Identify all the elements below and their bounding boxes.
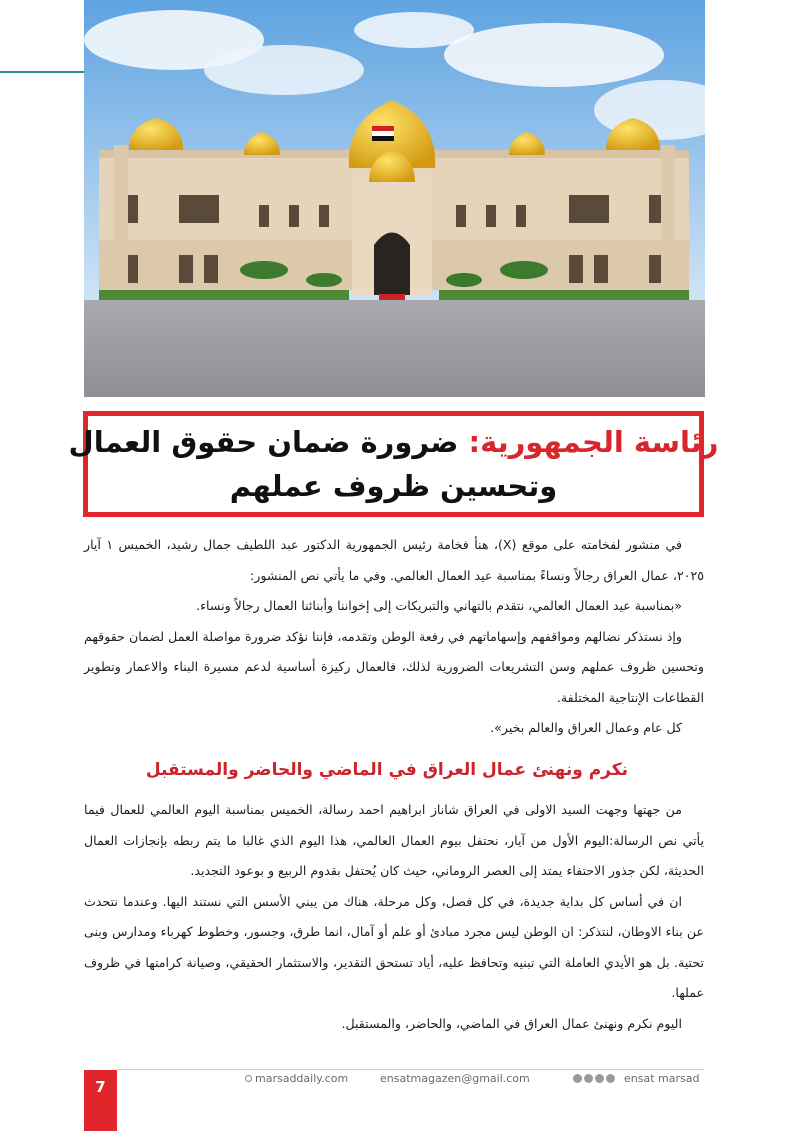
- footer-brand: ensat marsad: [624, 1072, 700, 1085]
- palace-photo: [84, 0, 705, 397]
- footer-rule: [117, 1069, 704, 1070]
- headline-line-1: [69, 420, 719, 464]
- globe-icon: [245, 1075, 252, 1082]
- page-number: 7: [95, 1078, 106, 1096]
- social-icons: [573, 1074, 615, 1083]
- article-paragraph-3: وإذ نستذكر نضالهم ومواقفهم وإسهاماتهم في رفعة الوطن وتقدمه، فإننا نؤكد ضرورة مواصلة العمل لضمان حقوقهم وتحسين ظروف عملهم وسن التشريعات الضرورية لذلك، فالعمال ركيزة أساسية لدعم مسيرة البناء والاعمار وتطوير القطاعات الإنتاجية المختلفة.: [84, 628, 704, 705]
- article-section-1: [84, 530, 704, 744]
- facebook-icon[interactable]: [573, 1074, 582, 1083]
- article-paragraph-6: ان في أساس كل بداية جديدة، في كل فصل، وكل مرحلة، هناك من يبني الأسس التي نستند اليها. وعندما نتحدث عن بناء الاوطان، لنتذكر: ان الوطن ليس مجرد مبادئ أو علم أو آمال، انما طرق، وجسور، وخطوط كهرباء ومدارس وبنى تحتية. بل هو الأيدي العاملة التي تبنيه وتحافظ عليه، أياد تستحق التقدير، والاستثمار الحقيقي، وصيانة كرامتها في ظروف عملها.: [84, 893, 704, 1000]
- youtube-icon[interactable]: [606, 1074, 615, 1083]
- headline-line-1-text: ضرورة ضمان حقوق العمال: [68, 425, 459, 459]
- article-paragraph-7: اليوم نكرم ونهنئ عمال العراق في الماضي، والحاضر، والمستقبل.: [341, 1015, 682, 1031]
- instagram-icon[interactable]: [595, 1074, 604, 1083]
- x-icon[interactable]: [584, 1074, 593, 1083]
- headline-line-2: وتحسين ظروف عملهم: [229, 469, 558, 503]
- article-section-2: [84, 795, 704, 1039]
- article-paragraph-2: «بمناسبة عيد العمال العالمي، نتقدم بالتهاني والتبريكات إلى إخواننا وأبنائنا العمال رجالاً ونساء.: [196, 598, 682, 613]
- headline-box: [68, 411, 719, 517]
- article-paragraph-4: كل عام وعمال العراق والعالم بخير».: [490, 720, 682, 735]
- footer-email[interactable]: ensatmagazen@gmail.com: [380, 1072, 530, 1085]
- footer-website[interactable]: [245, 1072, 348, 1085]
- article-subheading: نكرم ونهنئ عمال العراق في الماضي والحاضر والمستقبل: [145, 760, 628, 780]
- article-paragraph-1: في منشور لفخامته على موقع (X)، هنأ فخامة رئيس الجمهورية الدكتور عبد اللطيف جمال رشيد، الخميس ١ آيار ٢٠٢٥، عمال العراق رجالاً ونساءً بمناسبة عيد العمال العالمي. وفي ما يأتي نص المنشور:: [84, 537, 704, 583]
- footer-website-text: marsaddaily.com: [255, 1072, 349, 1085]
- headline-kicker: رئاسة الجمهورية:: [468, 425, 719, 459]
- article-paragraph-5: من جهتها وجهت السيد الاولى في العراق شاناز ابراهيم احمد رسالة، الخميس بمناسبة اليوم العالمي للعمال فيما يأتي نص الرسالة:اليوم الأول من آيار، نحتفل بيوم العمال العالمي، هذا اليوم الذي غالبا ما يتم ربطه بإنجازات العمال الحديثة، لكن جذور الاحتفاء يمتد إلى العصر الروماني، حيث كان يُحتفل بقدوم الربيع و بوعود التجديد.: [84, 802, 704, 878]
- top-accent-rule: [0, 71, 84, 73]
